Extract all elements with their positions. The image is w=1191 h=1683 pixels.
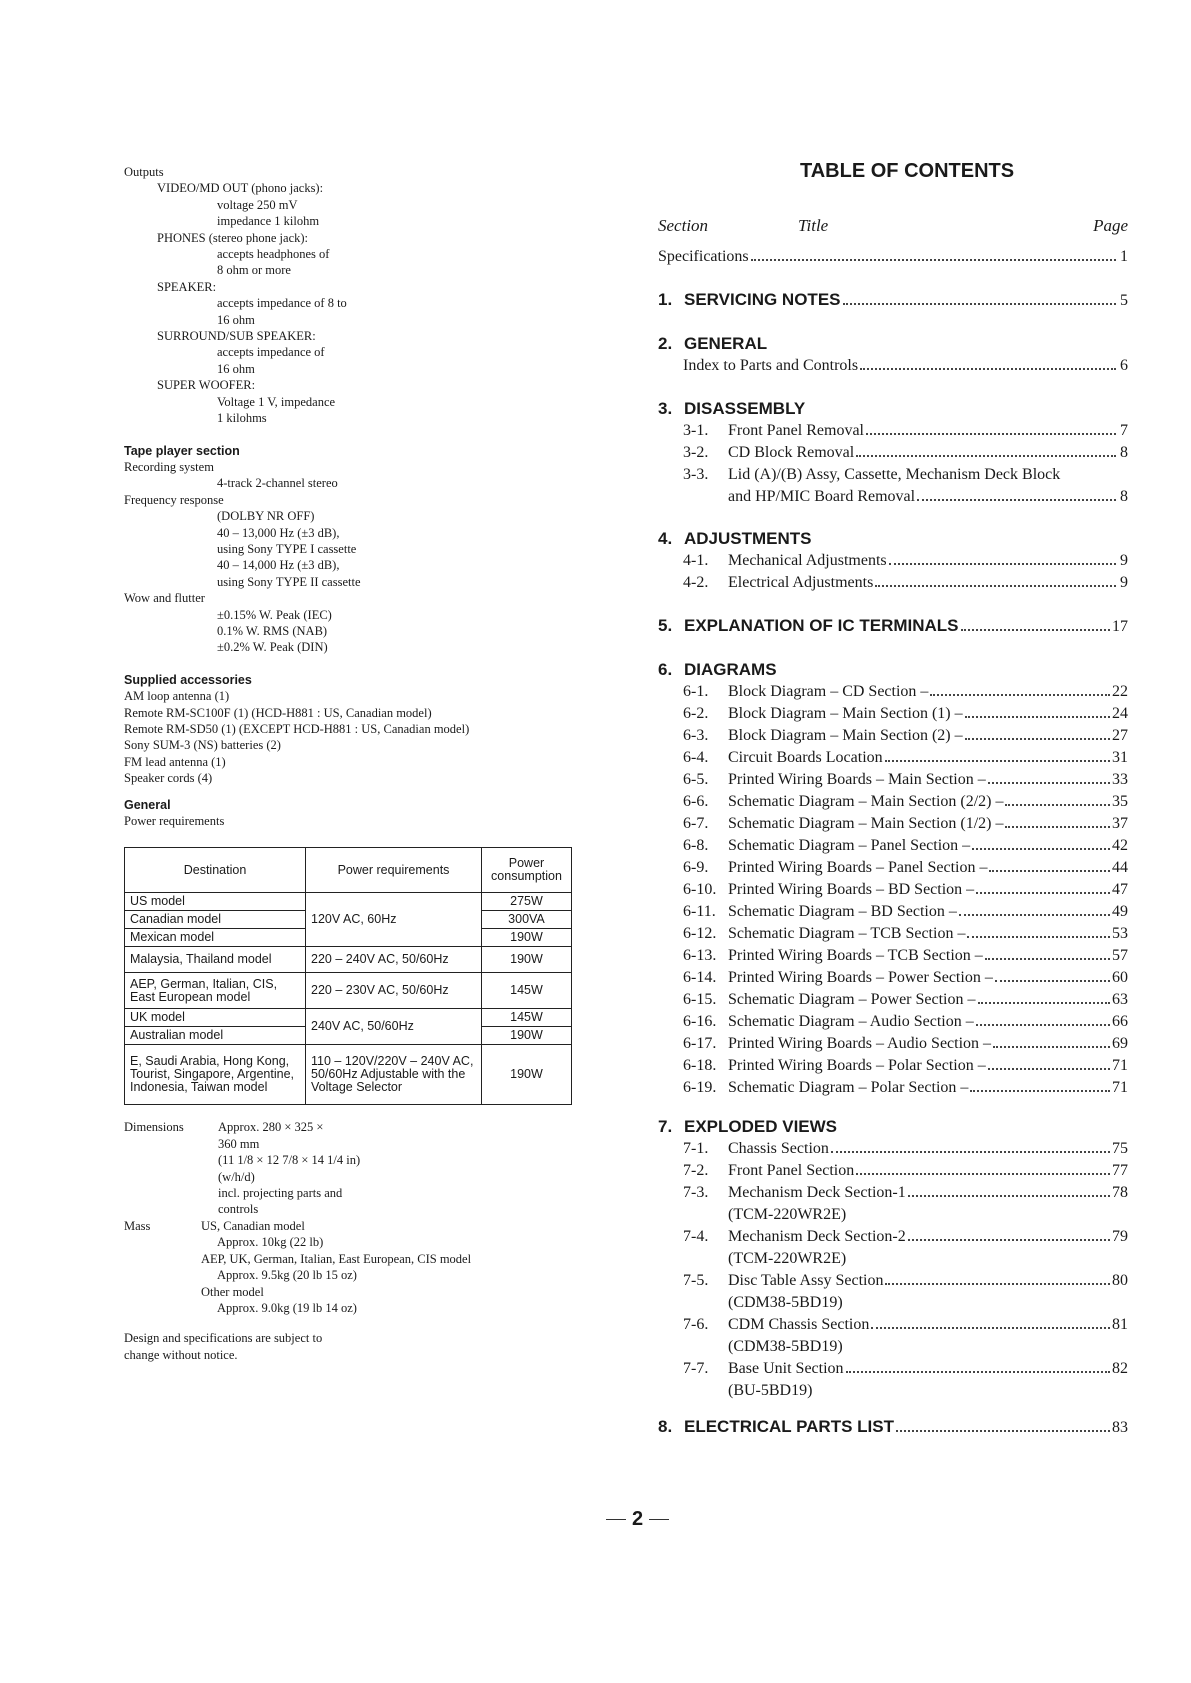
col-section-header: Section bbox=[658, 216, 709, 235]
entry-continuation: (CDM38-5BD19) bbox=[728, 1294, 843, 1311]
toc-entry-continuation[interactable] bbox=[658, 485, 1128, 508]
entry-number: 7-4. bbox=[683, 1228, 709, 1245]
entry-page: 8 bbox=[1120, 488, 1128, 505]
spec-value: voltage 250 mV bbox=[217, 197, 298, 212]
entry-title: Lid (A)/(B) Assy, Cassette, Mechanism Deck Block bbox=[728, 466, 1061, 483]
entry-title: Mechanical Adjustments bbox=[728, 552, 887, 569]
spec-value: 360 mm bbox=[218, 1136, 260, 1151]
toc-entry[interactable] bbox=[658, 1357, 1128, 1380]
entry-title: Block Diagram – CD Section – bbox=[728, 683, 929, 700]
entry-title: Schematic Diagram – Panel Section – bbox=[728, 837, 971, 854]
table-row bbox=[125, 1045, 572, 1105]
mass-model: Other model bbox=[201, 1284, 264, 1299]
toc-entry[interactable] bbox=[658, 441, 1128, 464]
entry-number: 6-3. bbox=[683, 727, 709, 744]
toc-entry[interactable] bbox=[658, 1076, 1128, 1099]
toc-entry[interactable] bbox=[658, 463, 1128, 486]
entry-number: 6-2. bbox=[683, 705, 709, 722]
toc-entry[interactable] bbox=[658, 1032, 1128, 1055]
entry-title: CDM Chassis Section bbox=[728, 1316, 870, 1333]
entry-title: Block Diagram – Main Section (2) – bbox=[728, 727, 963, 744]
spec-value: accepts impedance of 8 to bbox=[217, 296, 347, 311]
spec-value: 1 kilohms bbox=[217, 411, 267, 426]
super-woofer-label: SUPER WOOFER: bbox=[157, 378, 256, 393]
toc-section-1[interactable] bbox=[658, 288, 1128, 312]
entry-title: Mechanism Deck Section-1 bbox=[728, 1184, 906, 1201]
entry-title: Mechanism Deck Section-2 bbox=[728, 1228, 906, 1245]
destination-header: Destination bbox=[125, 848, 306, 893]
entry-title: Base Unit Section bbox=[728, 1360, 844, 1377]
power-consumption-header: Power consumption bbox=[481, 848, 571, 893]
entry-title: and HP/MIC Board Removal bbox=[728, 488, 916, 505]
entry-number: 7-3. bbox=[683, 1184, 709, 1201]
entry-page: 17 bbox=[1112, 618, 1128, 635]
entry-title: Front Panel Removal bbox=[728, 422, 864, 439]
dimensions-label: Dimensions bbox=[124, 1120, 184, 1135]
spec-value: Approx. 9.5kg (20 lb 15 oz) bbox=[217, 1268, 357, 1283]
accessory-item: AM loop antenna (1) bbox=[124, 689, 230, 704]
consumption-cell: 275W bbox=[481, 893, 571, 911]
destination-cell: UK model bbox=[125, 1009, 306, 1027]
notice-text: Design and specifications are subject to bbox=[124, 1331, 323, 1346]
dimensions-block bbox=[124, 1119, 576, 1217]
entry-title: Electrical Adjustments bbox=[728, 574, 874, 591]
toc-entry[interactable] bbox=[658, 702, 1128, 725]
toc-entry[interactable] bbox=[658, 1159, 1128, 1182]
requirement-cell: 110 – 120V/220V – 240V AC, 50/60Hz Adjustable with the Voltage Selector bbox=[306, 1045, 482, 1105]
spec-value: (DOLBY NR OFF) bbox=[217, 509, 315, 524]
requirement-cell: 220 – 240V AC, 50/60Hz bbox=[306, 947, 482, 973]
col-page-header: Page bbox=[1093, 216, 1128, 235]
destination-cell: Malaysia, Thailand model bbox=[125, 947, 306, 973]
entry-number: 4-2. bbox=[683, 574, 709, 591]
page-number bbox=[600, 1508, 675, 1531]
frequency-response-label: Frequency response bbox=[124, 492, 224, 507]
toc-entry[interactable] bbox=[658, 680, 1128, 703]
notice-text: change without notice. bbox=[124, 1347, 238, 1362]
speaker-label: SPEAKER: bbox=[157, 279, 217, 294]
accessory-item: Remote RM-SD50 (1) (EXCEPT HCD-H881 : US, Canadian model) bbox=[124, 722, 470, 736]
entry-page: 5 bbox=[1120, 292, 1128, 309]
entry-title: CD Block Removal bbox=[728, 444, 855, 461]
surround-label: SURROUND/SUB SPEAKER: bbox=[157, 329, 316, 344]
phones-label: PHONES (stereo phone jack): bbox=[157, 230, 309, 245]
spec-value: Approx. 280 × 325 × bbox=[218, 1120, 324, 1135]
section-number: 6. bbox=[658, 660, 673, 679]
entry-page: 9 bbox=[1120, 552, 1128, 569]
accessory-item: Speaker cords (4) bbox=[124, 771, 213, 786]
recording-system-label: Recording system bbox=[124, 459, 214, 474]
entry-title: Printed Wiring Boards – Panel Section – bbox=[728, 859, 988, 876]
consumption-cell: 190W bbox=[481, 1045, 571, 1105]
consumption-cell: 190W bbox=[481, 1027, 571, 1045]
toc-section-2[interactable] bbox=[658, 332, 767, 355]
mass-block bbox=[124, 1218, 576, 1316]
accessories-heading: Supplied accessories bbox=[124, 672, 252, 687]
entry-page: 69 bbox=[1112, 1035, 1128, 1052]
entry-number: 6-10. bbox=[683, 881, 717, 898]
specifications-column bbox=[124, 164, 576, 1363]
spec-value: accepts impedance of bbox=[217, 345, 325, 360]
entry-title: Schematic Diagram – Power Section – bbox=[728, 991, 976, 1008]
toc-entry[interactable] bbox=[658, 790, 1128, 813]
spec-value: 40 – 13,000 Hz (±3 dB), bbox=[217, 525, 340, 540]
accessory-item: Remote RM-SC100F (1) (HCD-H881 : US, Canadian model) bbox=[124, 705, 432, 720]
section-title: DISASSEMBLY bbox=[684, 399, 806, 418]
entry-number: 6-14. bbox=[683, 969, 717, 986]
entry-number: 3-1. bbox=[683, 422, 709, 439]
consumption-cell: 145W bbox=[481, 1009, 571, 1027]
toc-entry[interactable] bbox=[658, 1269, 1128, 1292]
spec-value: 4-track 2-channel stereo bbox=[217, 476, 338, 491]
toc-entry[interactable] bbox=[658, 900, 1128, 923]
entry-title: Specifications bbox=[658, 248, 749, 265]
entry-number: 7-6. bbox=[683, 1316, 709, 1333]
spec-value: 40 – 14,000 Hz (±3 dB), bbox=[217, 558, 340, 573]
toc-entry[interactable] bbox=[658, 724, 1128, 747]
entry-page: 37 bbox=[1112, 815, 1128, 832]
toc-entry[interactable] bbox=[658, 812, 1128, 835]
toc-entry[interactable] bbox=[658, 1225, 1128, 1248]
toc-entry[interactable] bbox=[658, 834, 1128, 857]
spec-value: using Sony TYPE I cassette bbox=[217, 541, 357, 556]
toc-entry[interactable] bbox=[658, 1010, 1128, 1033]
entry-page: 24 bbox=[1112, 705, 1128, 722]
toc-entry[interactable] bbox=[658, 944, 1128, 967]
entry-number: 7-5. bbox=[683, 1272, 709, 1289]
toc-entry[interactable] bbox=[658, 1054, 1128, 1077]
spec-value: controls bbox=[218, 1202, 259, 1217]
destination-cell: US model bbox=[125, 893, 306, 911]
col-title-header: Title bbox=[798, 216, 829, 235]
entry-number: 7-7. bbox=[683, 1360, 709, 1377]
entry-page: 7 bbox=[1120, 422, 1128, 439]
entry-continuation: (TCM-220WR2E) bbox=[728, 1206, 847, 1223]
entry-page: 71 bbox=[1112, 1057, 1128, 1074]
section-title: DIAGRAMS bbox=[684, 660, 777, 679]
destination-cell: AEP, German, Italian, CIS, East European model bbox=[125, 973, 306, 1009]
entry-title: Printed Wiring Boards – Audio Section – bbox=[728, 1035, 992, 1052]
entry-page: 35 bbox=[1112, 793, 1128, 810]
entry-continuation: (BU-5BD19) bbox=[728, 1382, 813, 1399]
entry-page: 49 bbox=[1112, 903, 1128, 920]
general-heading: General bbox=[124, 797, 171, 812]
section-number: 1. bbox=[658, 290, 673, 309]
entry-continuation: (CDM38-5BD19) bbox=[728, 1338, 843, 1355]
power-requirements-header: Power requirements bbox=[306, 848, 482, 893]
destination-cell: E, Saudi Arabia, Hong Kong, Tourist, Singapore, Argentine, Indonesia, Taiwan model bbox=[125, 1045, 306, 1105]
toc-entry[interactable] bbox=[658, 354, 1128, 377]
spec-value: 16 ohm bbox=[217, 312, 255, 327]
power-table bbox=[124, 847, 572, 1105]
tape-section-heading: Tape player section bbox=[124, 443, 240, 458]
toc-section-4[interactable] bbox=[658, 527, 812, 550]
entry-page: 57 bbox=[1112, 947, 1128, 964]
entry-number: 6-6. bbox=[683, 793, 709, 810]
section-title: ELECTRICAL PARTS LIST bbox=[684, 1417, 894, 1436]
outputs-heading: Outputs bbox=[124, 165, 164, 179]
entry-page: 44 bbox=[1112, 859, 1128, 876]
toc-entry[interactable] bbox=[658, 878, 1128, 901]
entry-page: 31 bbox=[1112, 749, 1128, 766]
section-title: ADJUSTMENTS bbox=[684, 529, 812, 548]
destination-cell: Australian model bbox=[125, 1027, 306, 1045]
spec-value: ±0.15% W. Peak (IEC) bbox=[217, 607, 332, 622]
spec-value: 8 ohm or more bbox=[217, 263, 291, 278]
entry-title: Schematic Diagram – BD Section – bbox=[728, 903, 957, 920]
mass-model: AEP, UK, German, Italian, East European, CIS model bbox=[201, 1251, 472, 1266]
accessory-item: Sony SUM-3 (NS) batteries (2) bbox=[124, 738, 281, 753]
section-title: EXPLODED VIEWS bbox=[684, 1117, 838, 1136]
entry-title: Schematic Diagram – Main Section (1/2) – bbox=[728, 815, 1004, 832]
consumption-cell: 190W bbox=[481, 947, 571, 973]
spec-value: ±0.2% W. Peak (DIN) bbox=[217, 640, 328, 655]
requirement-cell: 220 – 230V AC, 50/60Hz bbox=[306, 973, 482, 1009]
spec-value: Voltage 1 V, impedance bbox=[217, 394, 336, 409]
entry-title: Schematic Diagram – TCB Section – bbox=[728, 925, 966, 942]
entry-page: 8 bbox=[1120, 444, 1128, 461]
entry-number: 6-5. bbox=[683, 771, 709, 788]
entry-number: 4-1. bbox=[683, 552, 709, 569]
toc-entry[interactable] bbox=[658, 922, 1128, 945]
toc-section-3[interactable] bbox=[658, 397, 805, 420]
table-row bbox=[125, 893, 572, 911]
entry-title: Printed Wiring Boards – BD Section – bbox=[728, 881, 975, 898]
toc-entry[interactable] bbox=[658, 1137, 1128, 1160]
spec-value: impedance 1 kilohm bbox=[217, 214, 320, 229]
entry-number: 3-3. bbox=[683, 466, 709, 483]
spec-value: incl. projecting parts and bbox=[218, 1186, 343, 1201]
entry-number: 7-1. bbox=[683, 1140, 709, 1157]
toc-section-5[interactable] bbox=[658, 614, 1128, 638]
toc-entry[interactable] bbox=[658, 856, 1128, 879]
entry-number: 6-16. bbox=[683, 1013, 717, 1030]
entry-number: 6-4. bbox=[683, 749, 709, 766]
entry-title: Disc Table Assy Section bbox=[728, 1272, 884, 1289]
entry-page: 66 bbox=[1112, 1013, 1128, 1030]
entry-continuation: (TCM-220WR2E) bbox=[728, 1250, 847, 1267]
toc-entry[interactable] bbox=[658, 768, 1128, 791]
entry-number: 6-7. bbox=[683, 815, 709, 832]
entry-page: 53 bbox=[1112, 925, 1128, 942]
requirement-cell: 240V AC, 50/60Hz bbox=[306, 1009, 482, 1045]
entry-title: Front Panel Section bbox=[728, 1162, 855, 1179]
section-number: 5. bbox=[658, 616, 673, 635]
entry-page: 78 bbox=[1112, 1184, 1128, 1201]
entry-page: 80 bbox=[1112, 1272, 1128, 1289]
entry-page: 27 bbox=[1112, 727, 1128, 744]
section-number: 2. bbox=[658, 334, 673, 353]
entry-number: 7-2. bbox=[683, 1162, 709, 1179]
section-number: 3. bbox=[658, 399, 673, 418]
entry-page: 63 bbox=[1112, 991, 1128, 1008]
toc-entry[interactable] bbox=[658, 988, 1128, 1011]
toc-section-8[interactable] bbox=[658, 1415, 1128, 1439]
table-row bbox=[125, 973, 572, 1009]
entry-title: Printed Wiring Boards – TCB Section – bbox=[728, 947, 983, 964]
entry-page: 1 bbox=[1120, 248, 1128, 265]
destination-cell: Mexican model bbox=[125, 929, 306, 947]
power-requirements-label: Power requirements bbox=[124, 814, 225, 829]
entry-title: Schematic Diagram – Polar Section – bbox=[728, 1079, 969, 1096]
table-row bbox=[125, 1009, 572, 1027]
entry-title: Printed Wiring Boards – Power Section – bbox=[728, 969, 993, 986]
toc-entry[interactable] bbox=[658, 419, 1128, 442]
destination-cell: Canadian model bbox=[125, 911, 306, 929]
consumption-cell: 190W bbox=[481, 929, 571, 947]
entry-page: 82 bbox=[1112, 1360, 1128, 1377]
section-title: GENERAL bbox=[684, 334, 768, 353]
spec-value: (w/h/d) bbox=[218, 1169, 255, 1184]
entry-page: 33 bbox=[1112, 771, 1128, 788]
entry-page: 60 bbox=[1112, 969, 1128, 986]
entry-page: 42 bbox=[1112, 837, 1128, 854]
entry-title: Chassis Section bbox=[728, 1140, 829, 1157]
toc-section-7[interactable] bbox=[658, 1115, 837, 1138]
toc-title: TABLE OF CONTENTS bbox=[800, 160, 1015, 182]
toc-entry-specifications[interactable] bbox=[658, 245, 1128, 268]
entry-page: 47 bbox=[1112, 881, 1128, 898]
spec-value: Approx. 10kg (22 lb) bbox=[217, 1235, 324, 1250]
entry-title: Circuit Boards Location bbox=[728, 749, 883, 766]
entry-title: Printed Wiring Boards – Polar Section – bbox=[728, 1057, 986, 1074]
spec-value: 16 ohm bbox=[217, 361, 255, 376]
mass-label: Mass bbox=[124, 1218, 151, 1233]
entry-page: 22 bbox=[1112, 683, 1128, 700]
spec-value: 0.1% W. RMS (NAB) bbox=[217, 623, 328, 638]
entry-number: 6-9. bbox=[683, 859, 709, 876]
wow-flutter-label: Wow and flutter bbox=[124, 591, 205, 606]
entry-title: Index to Parts and Controls bbox=[683, 357, 859, 374]
spec-value: Approx. 9.0kg (19 lb 14 oz) bbox=[217, 1300, 357, 1315]
toc-entry[interactable] bbox=[658, 966, 1128, 989]
entry-number: 6-17. bbox=[683, 1035, 717, 1052]
entry-title: Block Diagram – Main Section (1) – bbox=[728, 705, 963, 722]
video-md-out-label: VIDEO/MD OUT (phono jacks): bbox=[157, 181, 324, 196]
entry-page: 83 bbox=[1112, 1419, 1128, 1436]
requirement-cell: 120V AC, 60Hz bbox=[306, 893, 482, 947]
entry-number: 6-1. bbox=[683, 683, 709, 700]
section-number: 7. bbox=[658, 1117, 673, 1136]
section-title: EXPLANATION OF IC TERMINALS bbox=[684, 616, 959, 635]
toc-entry[interactable] bbox=[658, 746, 1128, 769]
spec-value: accepts headphones of bbox=[217, 247, 330, 262]
entry-number: 6-15. bbox=[683, 991, 717, 1008]
entry-page: 77 bbox=[1112, 1162, 1128, 1179]
entry-page: 81 bbox=[1112, 1316, 1128, 1333]
entry-number: 3-2. bbox=[683, 444, 709, 461]
section-number: 4. bbox=[658, 529, 673, 548]
spec-value: (11 1/8 × 12 7/8 × 14 1/4 in) bbox=[218, 1153, 361, 1168]
spec-value: using Sony TYPE II cassette bbox=[217, 574, 361, 589]
consumption-cell: 300VA bbox=[481, 911, 571, 929]
entry-page: 9 bbox=[1120, 574, 1128, 591]
entry-title: Printed Wiring Boards – Main Section – bbox=[728, 771, 986, 788]
toc-entry[interactable] bbox=[658, 1313, 1128, 1336]
section-title: SERVICING NOTES bbox=[684, 290, 841, 309]
entry-number: 6-13. bbox=[683, 947, 717, 964]
toc-entry[interactable] bbox=[658, 571, 1128, 594]
entry-number: 6-18. bbox=[683, 1057, 717, 1074]
entry-title: Schematic Diagram – Audio Section – bbox=[728, 1013, 974, 1030]
mass-model: US, Canadian model bbox=[201, 1218, 305, 1233]
table-row bbox=[125, 947, 572, 973]
entry-page: 6 bbox=[1120, 357, 1128, 374]
toc-entry[interactable] bbox=[658, 549, 1128, 572]
entry-page: 75 bbox=[1112, 1140, 1128, 1157]
page-number-value: 2 bbox=[632, 1508, 644, 1530]
power-table-header bbox=[125, 848, 572, 893]
section-number: 8. bbox=[658, 1417, 673, 1436]
consumption-cell: 145W bbox=[481, 973, 571, 1009]
entry-number: 6-19. bbox=[683, 1079, 717, 1096]
entry-number: 6-11. bbox=[683, 903, 716, 920]
entry-number: 6-12. bbox=[683, 925, 717, 942]
toc-entry[interactable] bbox=[658, 1181, 1128, 1204]
entry-number: 6-8. bbox=[683, 837, 709, 854]
entry-title: Schematic Diagram – Main Section (2/2) – bbox=[728, 793, 1004, 810]
entry-page: 79 bbox=[1112, 1228, 1128, 1245]
entry-page: 71 bbox=[1112, 1079, 1128, 1096]
toc-section-6[interactable] bbox=[658, 658, 777, 681]
accessory-item: FM lead antenna (1) bbox=[124, 754, 226, 769]
